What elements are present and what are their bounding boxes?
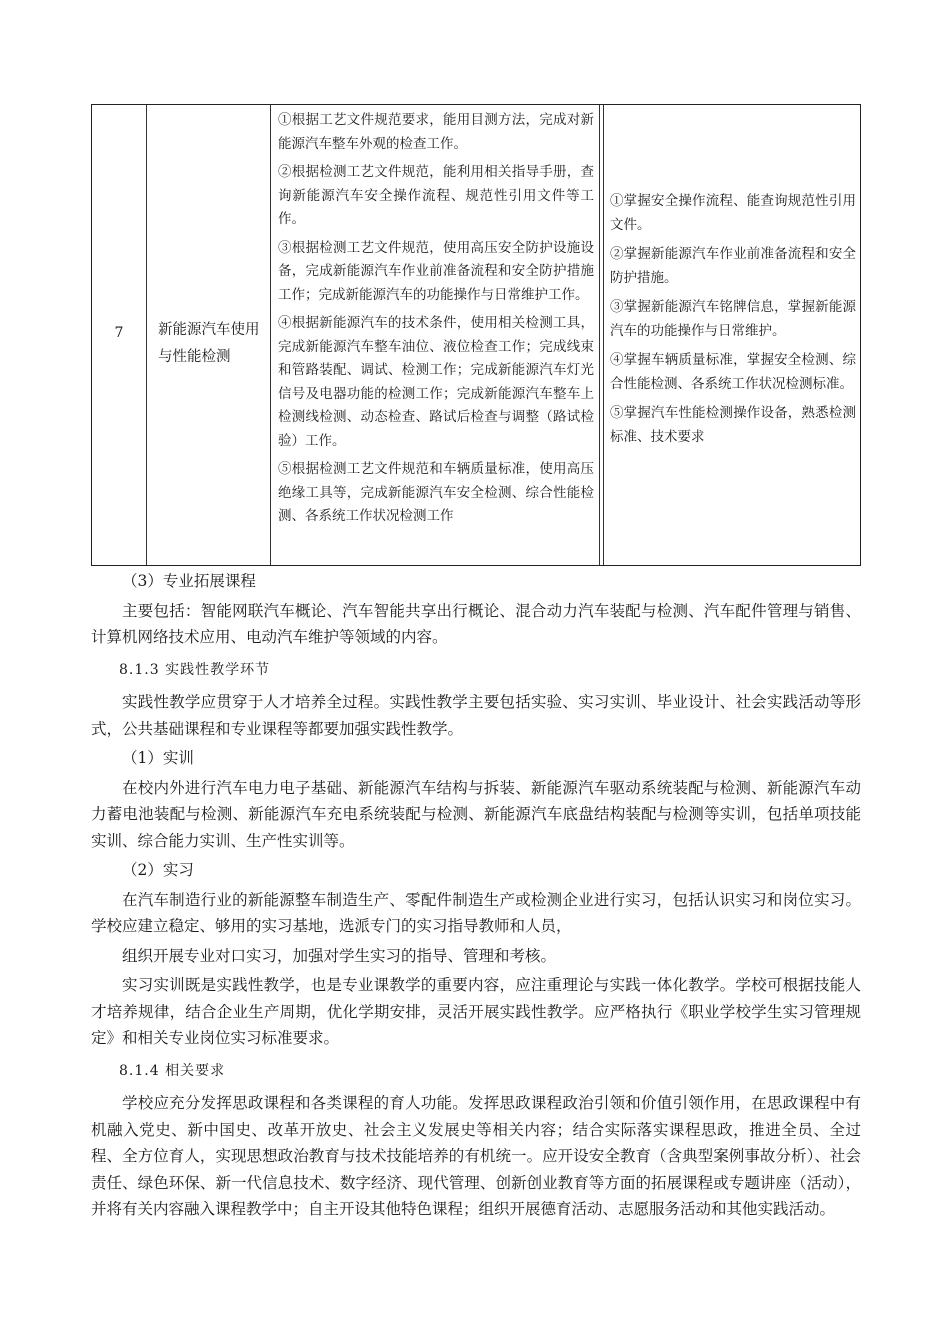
table-divider <box>146 105 147 565</box>
training-heading: （1）实训 <box>122 749 194 767</box>
requirements-heading: 8.1.4 相关要求 <box>119 1062 226 1079</box>
content-item: ①根据工艺文件规范要求，能用目测方法，完成对新能源汽车整车外观的检查工作。 <box>278 112 594 152</box>
course-table <box>91 104 861 566</box>
content-item: ②根据检测工艺文件规范，能利用相关指导手册，查询新能源汽车安全操作流程、规范性引用文件等工作。 <box>278 164 594 227</box>
knowledge-item: ③掌握新能源汽车铭牌信息，掌握新能源汽车的功能操作与日常维护。 <box>610 299 856 339</box>
content-item: ⑤根据检测工艺文件规范和车辆质量标准，使用高压绝缘工具等，完成新能源汽车安全检测、综合性能检测、各系统工作状况检测工作 <box>278 461 594 524</box>
knowledge-item: ②掌握新能源汽车作业前准备流程和安全防护措施。 <box>610 246 856 286</box>
knowledge-cell <box>610 189 856 454</box>
course-name: 新能源汽车使用与性能检测 <box>158 322 260 365</box>
content-item: ③根据检测工艺文件规范，使用高压安全防护设施设备，完成新能源汽车作业前准备流程和安全防护措施工作；完成新能源汽车的功能操作与日常维护工作。 <box>278 239 594 303</box>
table-divider <box>599 105 600 565</box>
requirements-paragraph: 学校应充分发挥思政课程和各类课程的育人功能。发挥思政课程政治引领和价值引领作用，在思政课程中有机融入党史、新中国史、改革开放史、社会主义发展史等相关内容；结合实际落实课程思政，推进全员、全过程、全方位育人，实现思想政治教育与技术技能培养的有机统一。应开设安全教育（含典型案例事故分析）、社会责任、绿色环保、新一代信息技术、数字经济、现代管理、创新创业教育等方面的拓展课程或专题讲座（活动），并将有关内容融入课程教学中；自主开设其他特色课程；组织开展德育活动、志愿服务活动和其他实践活动。 <box>91 1094 861 1218</box>
knowledge-item: ①掌握安全操作流程、能查询规范性引用文件。 <box>610 193 856 233</box>
expansion-heading: （3）专业拓展课程 <box>122 572 256 590</box>
knowledge-item: ④掌握车辆质量标准，掌握安全检测、综合性能检测、各系统工作状况检测标准。 <box>610 352 856 392</box>
row-number: 7 <box>114 325 124 341</box>
table-divider <box>270 105 271 565</box>
practice-paragraph: 实践性教学应贯穿于人才培养全过程。实践性教学主要包括实验、实习实训、毕业设计、社会实践活动等形式，公共基础课程和专业课程等都要加强实践性教学。 <box>91 693 861 738</box>
content-item: ④根据新能源汽车的技术条件，使用相关检测工具，完成新能源汽车整车油位、液位检查工作；完成线束和管路装配、调试、检测工作；完成新能源汽车灯光信号及电器功能的检测工作；完成新能源汽车整车上检测线检测、动态检查、路试后检查与调整（路试检验）工作。 <box>278 315 594 449</box>
internship-heading: （2）实习 <box>122 861 194 879</box>
practice-heading: 8.1.3 实践性教学环节 <box>119 661 271 678</box>
table-divider <box>603 105 604 565</box>
training-paragraph: 在校内外进行汽车电力电子基础、新能源汽车结构与拆装、新能源汽车驱动系统装配与检测、新能源汽车动力蓄电池装配与检测、新能源汽车充电系统装配与检测、新能源汽车底盘结构装配与检测等实训，包括单项技能实训、综合能力实训、生产性实训等。 <box>91 778 861 850</box>
internship-paragraph: 在汽车制造行业的新能源整车制造生产、零配件制造生产或检测企业进行实习，包括认识实习和岗位实习。学校应建立稳定、够用的实习基地，选派专门的实习指导教师和人员， <box>91 890 861 935</box>
internship-paragraph: 组织开展专业对口实习，加强对学生实习的指导、管理和考核。 <box>122 946 557 965</box>
course-content-cell <box>278 109 594 534</box>
body-text <box>91 568 861 1226</box>
knowledge-item: ⑤掌握汽车性能检测操作设备，熟悉检测标准、技术要求 <box>610 405 856 445</box>
internship-paragraph: 实习实训既是实践性教学，也是专业课教学的重要内容，应注重理论与实践一体化教学。学校可根据技能人才培养规律，结合企业生产周期，优化学期安排，灵活开展实践性教学。应严格执行《职业学校学生实习管理规定》和相关专业岗位实习标准要求。 <box>91 976 861 1047</box>
expansion-paragraph: 主要包括：智能网联汽车概论、汽车智能共享出行概论、混合动力汽车装配与检测、汽车配件管理与销售、计算机网络技术应用、电动汽车维护等领域的内容。 <box>91 601 861 646</box>
